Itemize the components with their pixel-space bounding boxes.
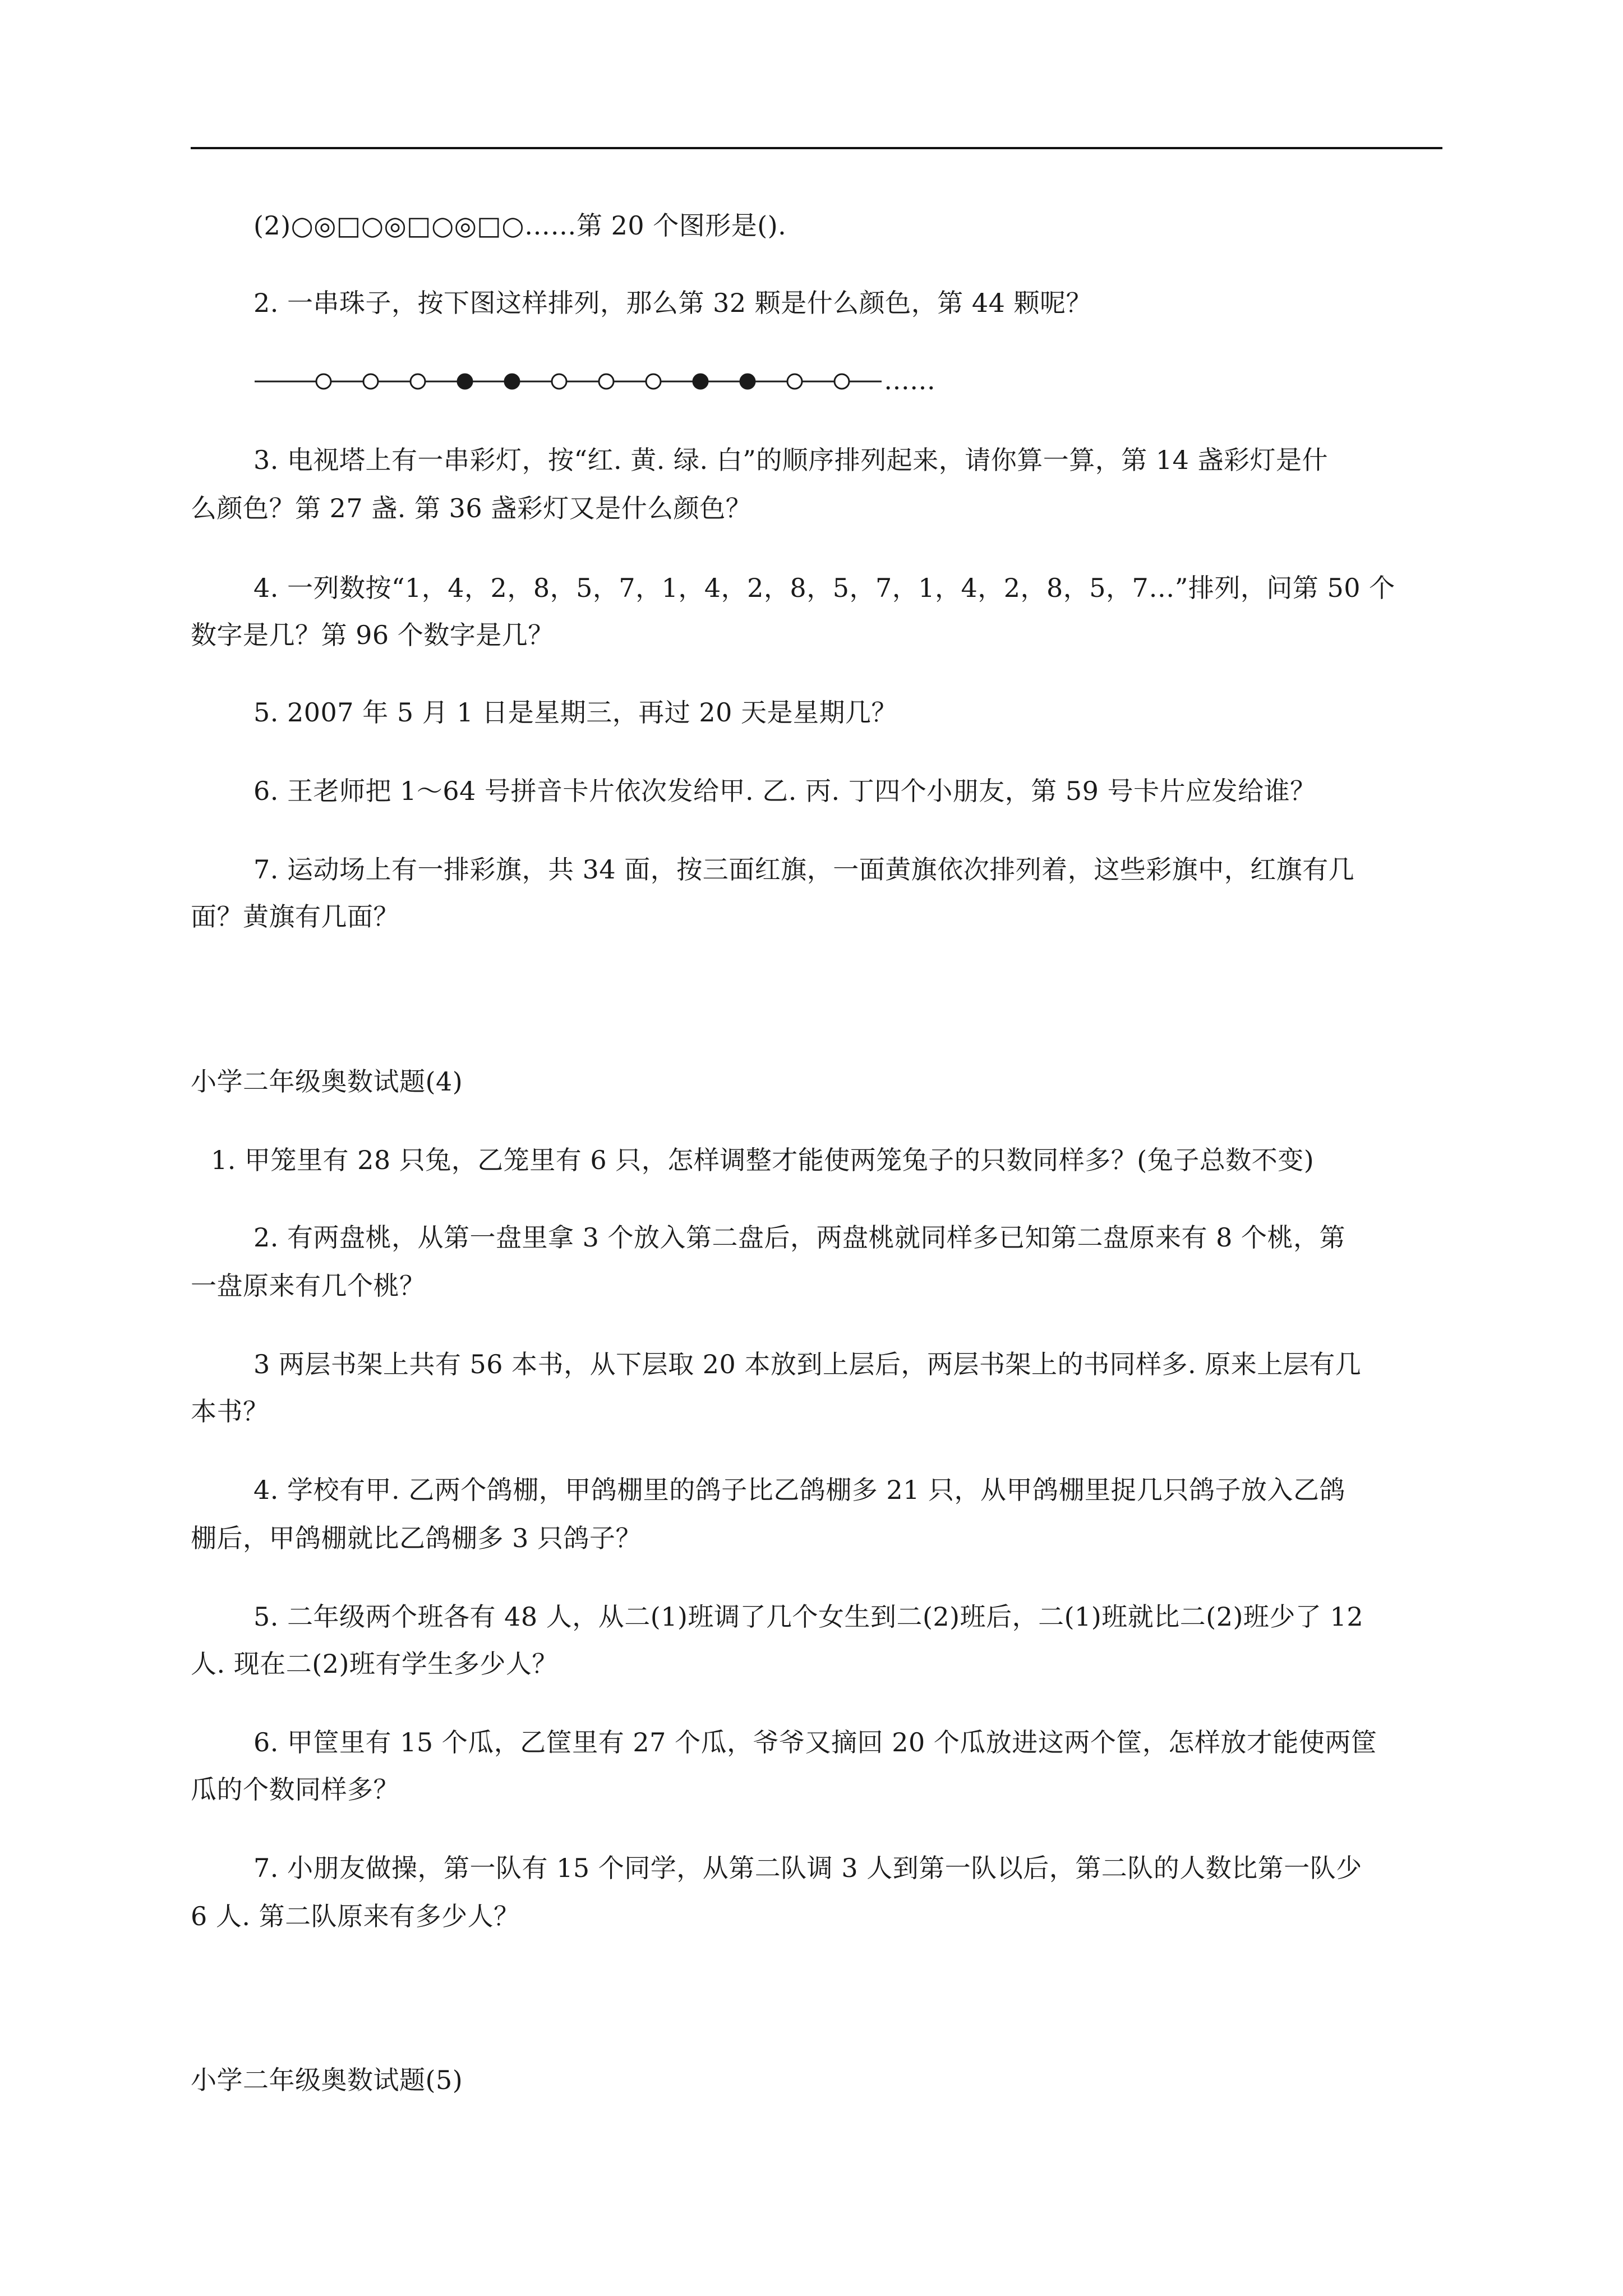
s4-question-1: 1. 甲笼里有 28 只兔，乙笼里有 6 只，怎样调整才能使两笼兔子的只数同样多？(兔子总数不变) (211, 1145, 1315, 1175)
header-rule (191, 147, 1442, 149)
s4-question-2-line-1: 2. 有两盘桃，从第一盘里拿 3 个放入第二盘后，两盘桃就同样多已知第二盘原来有 8 个桃，第 (253, 1222, 1346, 1253)
s4-question-6-line-2: 瓜的个数同样多？ (191, 1774, 399, 1805)
bead-hollow (646, 374, 661, 389)
question-7-line-1: 7. 运动场上有一排彩旗，共 34 面，按三面红旗，一面黄旗依次排列着，这些彩旗中，红旗有几 (253, 854, 1355, 885)
question-4-line-2: 数字是几？第 96 个数字是几？ (191, 620, 554, 650)
question-2: 2. 一串珠子，按下图这样排列，那么第 32 颗是什么颜色，第 44 颗呢？ (253, 288, 1092, 318)
question-5: 5. 2007 年 5 月 1 日是星期三，再过 20 天是星期几？ (253, 697, 897, 728)
s4-question-4-line-1: 4. 学校有甲. 乙两个鸽棚，甲鸽棚里的鸽子比乙鸽棚多 21 只，从甲鸽棚里捉几只鸽子放入乙鸽 (253, 1475, 1346, 1505)
s4-question-7-line-1: 7. 小朋友做操，第一队有 15 个同学，从第二队调 3 人到第一队以后，第二队的人数比第一队少 (253, 1853, 1362, 1883)
question-1-part-2: (2)○◎□○◎□○◎□○……第 20 个图形是(). (253, 210, 787, 241)
bead-solid (740, 374, 755, 389)
bead-solid (505, 374, 519, 389)
question-3-line-2: 么颜色？第 27 盏. 第 36 盏彩灯又是什么颜色？ (191, 493, 752, 523)
s4-question-7-line-2: 6 人. 第二队原来有多少人？ (191, 1901, 520, 1931)
s4-question-5-line-2: 人. 现在二(2)班有学生多少人？ (191, 1649, 558, 1679)
section-4-title: 小学二年级奥数试题(4) (191, 1066, 463, 1097)
bead-solid (693, 374, 708, 389)
bead-hollow (316, 374, 331, 389)
bead-hollow (552, 374, 566, 389)
bead-row (255, 374, 882, 389)
bead-hollow (787, 374, 802, 389)
section-5-title: 小学二年级奥数试题(5) (191, 2065, 463, 2095)
s4-question-3-line-1: 3 两层书架上共有 56 本书，从下层取 20 本放到上层后，两层书架上的书同样多. 原来上层有几 (253, 1349, 1362, 1379)
bead-hollow (363, 374, 378, 389)
question-7-line-2: 面？黄旗有几面？ (191, 901, 399, 932)
s4-question-2-line-2: 一盘原来有几个桃？ (191, 1271, 426, 1301)
question-4-line-1: 4. 一列数按“1，4，2，8，5，7，1，4，2，8，5，7，1，4，2，8，5，7…”排列，问第 50 个 (253, 573, 1395, 603)
s4-question-3-line-2: 本书？ (191, 1396, 269, 1427)
bead-trailer-dots: …… (884, 365, 935, 395)
bead-solid (458, 374, 472, 389)
bead-hollow (834, 374, 849, 389)
s4-question-5-line-1: 5. 二年级两个班各有 48 人，从二(1)班调了几个女生到二(2)班后，二(1)班就比二(2)班少了 12 (253, 1602, 1364, 1632)
bead-string-diagram (255, 365, 1152, 398)
question-6: 6. 王老师把 1～64 号拼音卡片依次发给甲. 乙. 丙. 丁四个小朋友，第 59 号卡片应发给谁？ (253, 776, 1316, 806)
s4-question-6-line-1: 6. 甲筐里有 15 个瓜，乙筐里有 27 个瓜，爷爷又摘回 20 个瓜放进这两个筐，怎样放才能使两筐 (253, 1727, 1377, 1757)
bead-hollow (599, 374, 614, 389)
bead-hollow (411, 374, 425, 389)
question-3-line-1: 3. 电视塔上有一串彩灯，按“红. 黄. 绿. 白”的顺序排列起来，请你算一算，第 14 盏彩灯是什 (253, 445, 1329, 475)
s4-question-4-line-2: 棚后，甲鸽棚就比乙鸽棚多 3 只鸽子？ (191, 1523, 642, 1553)
